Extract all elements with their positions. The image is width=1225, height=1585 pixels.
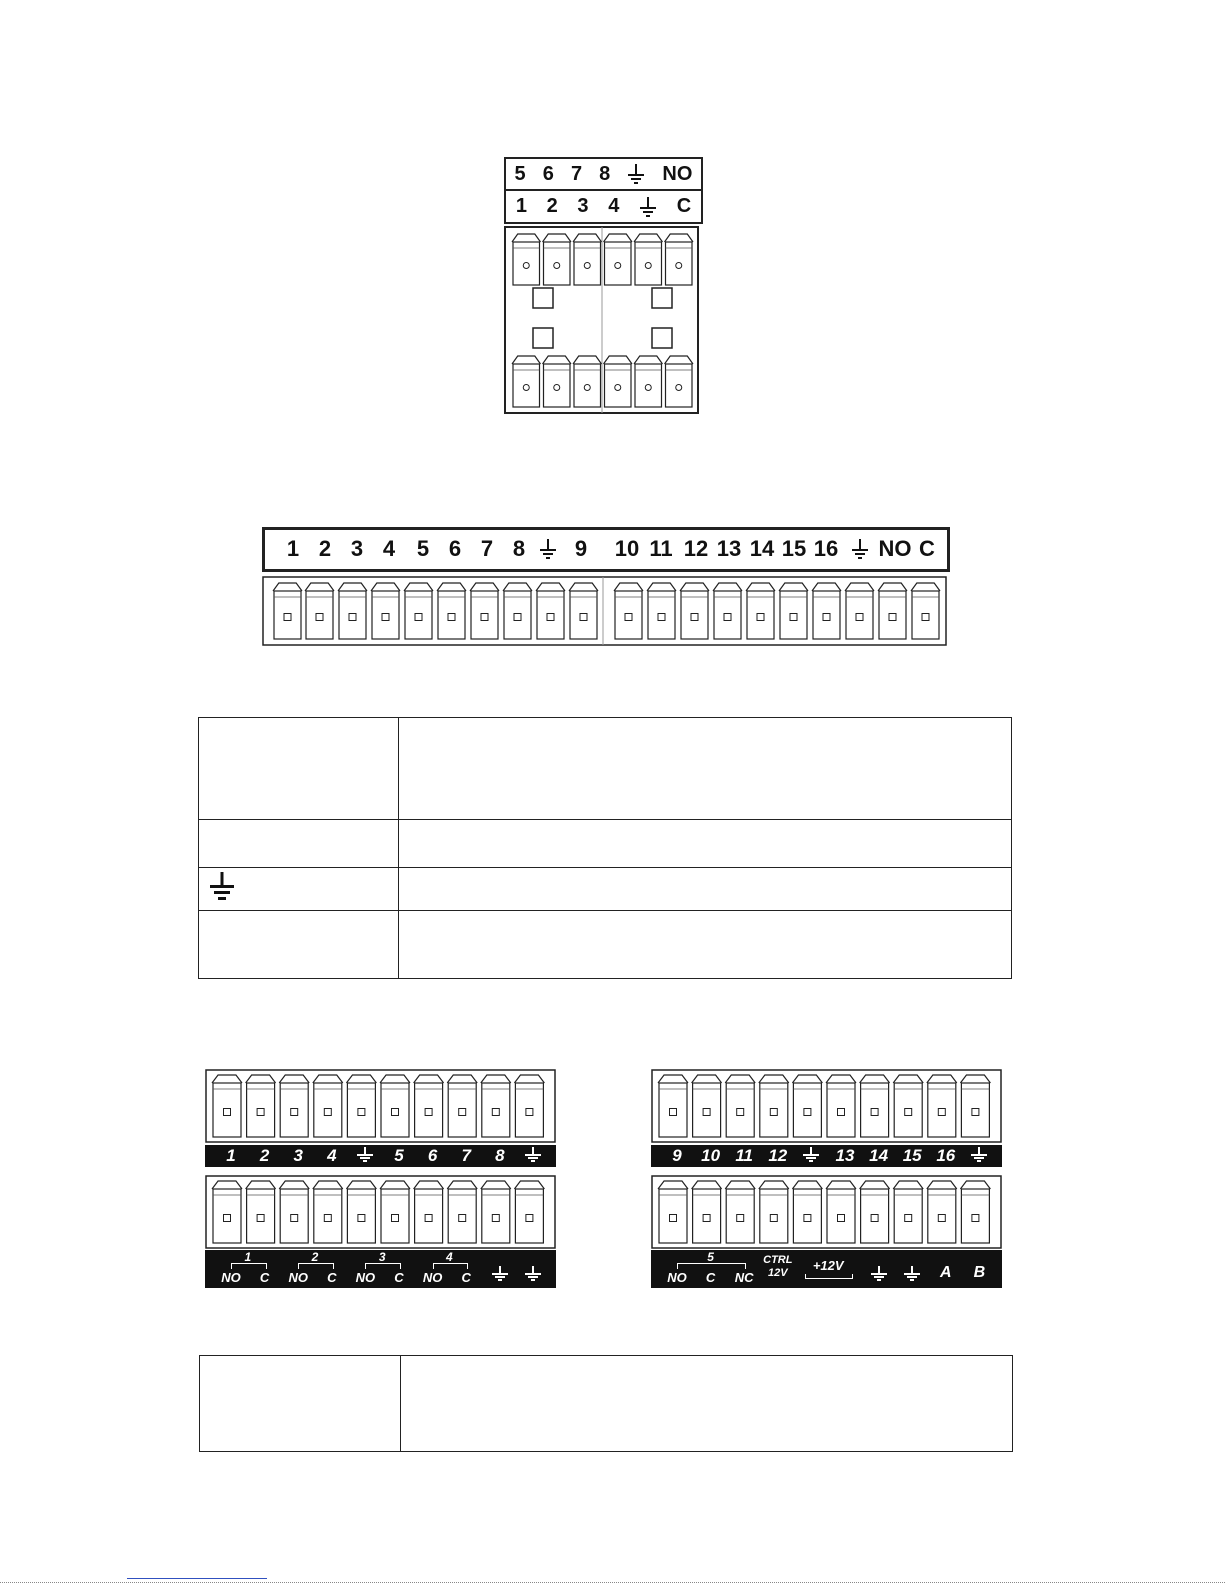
terminal-pin [893, 1181, 923, 1243]
pin-label: 10 [614, 536, 640, 561]
pin-label: 9 [672, 1146, 682, 1165]
pin-label: 13 [716, 536, 742, 561]
pin-label: NO [422, 1270, 443, 1285]
group-bracket [365, 1263, 401, 1269]
terminal-pin [543, 234, 572, 285]
connector-a-block [500, 224, 705, 416]
connector-c-left-upper-block [204, 1068, 557, 1144]
terminal-pin [692, 1181, 722, 1243]
pin-label: 4 [327, 1146, 337, 1165]
pin-label: 8 [599, 162, 611, 185]
pin-label: 9 [574, 536, 588, 561]
terminal-pin [665, 356, 694, 407]
connector-c-left-lower-label-bar [205, 1250, 556, 1288]
connector-b-label-box [262, 527, 950, 572]
pin-label: +12V [812, 1258, 844, 1273]
pin-label: 5 [707, 1250, 714, 1264]
pin-label: 1 [286, 536, 300, 561]
pin-label: 2 [311, 1250, 319, 1264]
terminal-pin [725, 1075, 755, 1137]
ground-icon [971, 1147, 987, 1163]
pin-label: C [259, 1270, 270, 1285]
pin-label: 5 [416, 536, 430, 561]
terminal-pin [927, 1075, 957, 1137]
table-cell [398, 868, 1011, 911]
terminal-pin [212, 1075, 242, 1137]
pin-label: 15 [781, 536, 807, 561]
pin-label: 2 [259, 1146, 270, 1165]
pin-label: 12V [768, 1267, 788, 1279]
pin-label: 2 [546, 195, 558, 217]
pin-label: 8 [495, 1146, 505, 1165]
pin-label: CTRL [763, 1254, 793, 1266]
terminal-pin [713, 583, 742, 639]
pin-label: 6 [542, 162, 554, 185]
pin-label: C [919, 536, 935, 561]
pin-label: 4 [608, 195, 620, 217]
terminal-pin [279, 1075, 309, 1137]
pin-label: C [327, 1270, 337, 1285]
terminal-pin [878, 583, 907, 639]
pin-label: NO [355, 1270, 376, 1285]
pin-label: C [676, 195, 692, 217]
pin-label: 11 [735, 1146, 754, 1165]
pin-description-table-1 [198, 717, 1012, 979]
terminal-pin [927, 1181, 957, 1243]
ground-icon [904, 1266, 920, 1282]
terminal-pin [380, 1075, 410, 1137]
ground-icon [209, 872, 235, 902]
mounting-square [652, 288, 672, 308]
terminal-pin [569, 583, 598, 639]
pin-label: 3 [293, 1146, 303, 1165]
mounting-square [652, 328, 672, 348]
ground-icon [639, 197, 657, 217]
terminal-pin [634, 234, 663, 285]
table-cell [199, 820, 399, 868]
terminal-pin [543, 356, 572, 407]
terminal-pin [911, 583, 940, 639]
ground-icon [851, 539, 869, 561]
table-row [199, 911, 1012, 979]
terminal-pin [414, 1181, 444, 1243]
terminal-pin [893, 1075, 923, 1137]
terminal-pin [779, 583, 808, 639]
terminal-pin [746, 583, 775, 639]
terminal-pin [512, 234, 541, 285]
table-cell [199, 718, 399, 820]
pin-label: NO [662, 162, 693, 185]
table-cell [199, 911, 399, 979]
pin-label: 7 [480, 536, 494, 561]
terminal-pin [812, 583, 841, 639]
terminal-pin [414, 1075, 444, 1137]
terminal-pin [447, 1075, 477, 1137]
pin-description-table-2 [199, 1355, 1013, 1452]
connector-c-left-upper-label-bar [205, 1145, 556, 1167]
terminal-pin [481, 1181, 511, 1243]
terminal-pin [634, 356, 663, 407]
table-cell [200, 1356, 401, 1452]
ground-icon [492, 1266, 508, 1282]
table-cell [398, 911, 1011, 979]
pin-label: 14 [869, 1146, 889, 1165]
pin-label: 4 [446, 1250, 453, 1264]
pin-label: 13 [835, 1146, 855, 1165]
terminal-pin [273, 583, 302, 639]
terminal-pin [313, 1075, 343, 1137]
pin-label: 12 [768, 1146, 788, 1165]
table-row [199, 718, 1012, 820]
connector-a-bottom-row [506, 191, 701, 222]
group-bracket [677, 1263, 746, 1269]
pin-label: 6 [427, 1146, 438, 1165]
ground-icon [803, 1147, 819, 1163]
footer-link-underline [127, 1578, 267, 1579]
ground-icon [539, 539, 557, 561]
pin-label: 3 [350, 536, 364, 561]
terminal-pin [338, 583, 367, 639]
pin-label: NO [288, 1270, 308, 1285]
terminal-pin [658, 1181, 688, 1243]
terminal-pin [380, 1181, 410, 1243]
terminal-pin [346, 1075, 376, 1137]
pin-label: 15 [902, 1146, 922, 1165]
pin-label: C [461, 1270, 471, 1285]
pin-label: 7 [461, 1146, 471, 1165]
connector-a-label-box [504, 157, 703, 224]
terminal-pin [960, 1181, 990, 1243]
pin-label: 8 [512, 536, 526, 561]
terminal-pin [246, 1075, 276, 1137]
connector-b-label-row [265, 530, 947, 569]
terminal-pin [792, 1181, 822, 1243]
pin-label: B [973, 1264, 986, 1281]
pin-label: 12 [683, 536, 709, 561]
terminal-pin [692, 1075, 722, 1137]
terminal-pin [826, 1181, 856, 1243]
terminal-pin [860, 1075, 890, 1137]
pin-label: NO [221, 1270, 241, 1285]
pin-label: 5 [514, 162, 526, 185]
pin-label: 1 [226, 1146, 236, 1165]
pin-label: NO [667, 1270, 687, 1285]
ground-icon [525, 1147, 541, 1163]
connector-c-right-upper-label-bar [651, 1145, 1002, 1167]
terminal-pin [614, 583, 643, 639]
mounting-square [533, 288, 553, 308]
table-cell [398, 718, 1011, 820]
terminal-pin [512, 356, 541, 407]
pin-label: 16 [813, 536, 839, 561]
group-bracket [231, 1263, 267, 1269]
pin-label: 3 [378, 1250, 386, 1264]
connector-c-right-lower-block [650, 1174, 1003, 1250]
pin-label: 16 [936, 1146, 956, 1165]
pin-label: 3 [577, 195, 589, 217]
terminal-pin [860, 1181, 890, 1243]
terminal-pin [845, 583, 874, 639]
terminal-pin [604, 356, 633, 407]
terminal-pin [680, 583, 709, 639]
pin-label: 5 [394, 1146, 404, 1165]
terminal-pin [573, 356, 602, 407]
ground-icon [871, 1266, 887, 1282]
power-underline [805, 1274, 853, 1279]
terminal-pin [514, 1181, 544, 1243]
pin-label: 7 [570, 162, 583, 185]
connector-c-right-lower-label-bar [651, 1250, 1002, 1288]
connector-c-left-lower-block [204, 1174, 557, 1250]
pin-label: A [940, 1264, 952, 1281]
table-row [199, 820, 1012, 868]
terminal-pin [437, 583, 466, 639]
table-cell [398, 820, 1011, 868]
terminal-pin [346, 1181, 376, 1243]
group-bracket [298, 1263, 334, 1269]
terminal-pin [503, 583, 532, 639]
terminal-pin [725, 1181, 755, 1243]
terminal-pin [313, 1181, 343, 1243]
ground-icon [627, 164, 645, 184]
pin-label: 2 [318, 536, 332, 561]
ground-icon [357, 1147, 373, 1163]
mounting-square [533, 328, 553, 348]
pin-label: 11 [649, 536, 673, 561]
group-bracket [433, 1263, 469, 1269]
terminal-pin [826, 1075, 856, 1137]
terminal-pin [604, 234, 633, 285]
table-row [200, 1356, 1013, 1452]
footer-separator [0, 1582, 1225, 1583]
terminal-pin [246, 1181, 276, 1243]
pin-label: NC [734, 1270, 754, 1285]
terminal-pin [305, 583, 334, 639]
pin-label: C [705, 1270, 716, 1285]
terminal-pin [647, 583, 676, 639]
pin-label: 1 [515, 195, 527, 217]
terminal-pin [371, 583, 400, 639]
connector-b-block [260, 574, 950, 648]
connector-a-top-row [506, 159, 701, 191]
terminal-pin [759, 1181, 789, 1243]
connector-c-right-upper-block [650, 1068, 1003, 1144]
terminal-pin [665, 234, 694, 285]
pin-label: 6 [448, 536, 462, 561]
terminal-pin [960, 1075, 990, 1137]
table-row [199, 868, 1012, 911]
terminal-pin [792, 1075, 822, 1137]
terminal-pin [536, 583, 565, 639]
pin-label: 4 [382, 536, 396, 561]
pin-label: C [394, 1270, 404, 1285]
terminal-pin [470, 583, 499, 639]
terminal-pin [759, 1075, 789, 1137]
pin-label: 14 [749, 536, 775, 561]
terminal-pin [481, 1075, 511, 1137]
pin-label: 1 [244, 1250, 252, 1264]
terminal-pin [514, 1075, 544, 1137]
pin-label: NO [878, 536, 912, 561]
terminal-pin [279, 1181, 309, 1243]
table-cell [199, 868, 399, 911]
terminal-pin [447, 1181, 477, 1243]
terminal-pin [658, 1075, 688, 1137]
terminal-pin [212, 1181, 242, 1243]
table-cell [400, 1356, 1012, 1452]
ground-icon [525, 1266, 541, 1282]
terminal-pin [573, 234, 602, 285]
terminal-pin [404, 583, 433, 639]
pin-label: 10 [701, 1146, 721, 1165]
